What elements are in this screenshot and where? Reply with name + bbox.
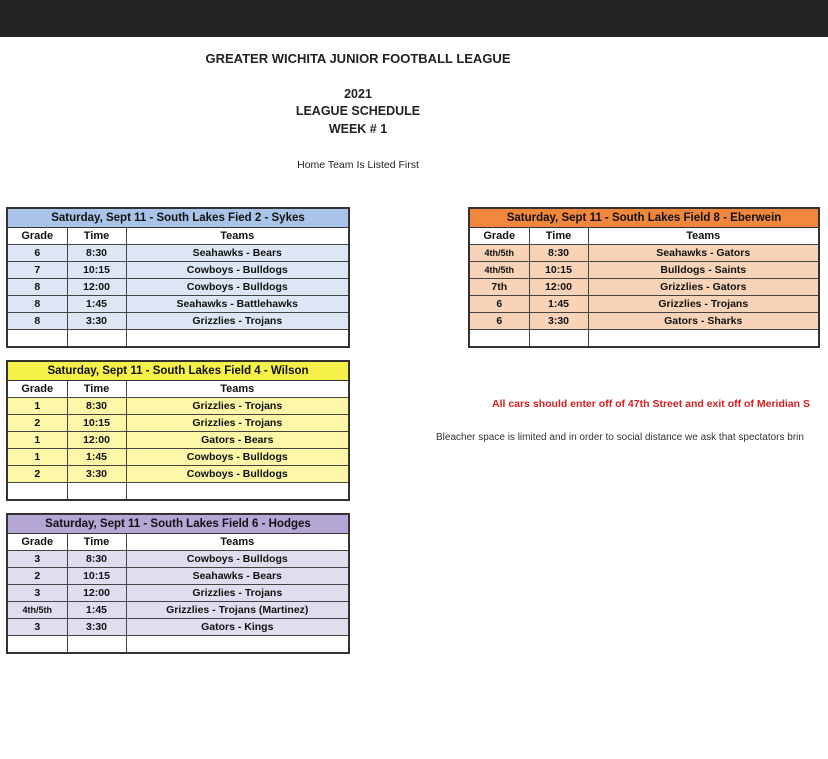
table-row	[469, 262, 819, 279]
column-header-grade: Grade	[7, 228, 67, 245]
table-row	[7, 245, 349, 262]
table-row	[7, 296, 349, 313]
table-row	[7, 279, 349, 296]
grade-cell: 6	[469, 296, 529, 313]
time-cell: 1:45	[67, 449, 126, 466]
time-cell: 1:45	[67, 602, 126, 619]
time-cell: 1:45	[67, 296, 126, 313]
time-cell: 3:30	[529, 313, 588, 330]
table-title: Saturday, Sept 11 - South Lakes Field 4 - Wilson	[7, 361, 349, 381]
time-cell: 12:00	[529, 279, 588, 296]
table-row	[7, 415, 349, 432]
time-cell: 10:15	[67, 415, 126, 432]
grade-cell: 4th/5th	[7, 602, 67, 619]
teams-cell: Seahawks - Gators	[588, 245, 819, 262]
column-header-teams: Teams	[126, 381, 349, 398]
empty-row	[7, 636, 349, 654]
time-cell: 3:30	[67, 619, 126, 636]
column-header-time: Time	[529, 228, 588, 245]
column-header-grade: Grade	[469, 228, 529, 245]
top-bar	[0, 0, 828, 37]
column-header-time: Time	[67, 534, 126, 551]
schedule-table-wilson	[6, 360, 350, 501]
table-row	[7, 398, 349, 415]
table-row	[7, 262, 349, 279]
teams-cell: Cowboys - Bulldogs	[126, 279, 349, 296]
grade-cell: 3	[7, 551, 67, 568]
table-row	[7, 551, 349, 568]
grade-cell: 7th	[469, 279, 529, 296]
grade-cell: 2	[7, 568, 67, 585]
table-row	[7, 432, 349, 449]
grade-cell: 2	[7, 415, 67, 432]
table-row	[7, 602, 349, 619]
teams-cell: Grizzlies - Trojans (Martinez)	[126, 602, 349, 619]
grade-cell: 4th/5th	[469, 262, 529, 279]
time-cell: 1:45	[529, 296, 588, 313]
teams-cell: Grizzlies - Gators	[588, 279, 819, 296]
teams-cell: Gators - Kings	[126, 619, 349, 636]
teams-cell: Cowboys - Bulldogs	[126, 262, 349, 279]
week-label: WEEK # 1	[328, 122, 388, 136]
grade-cell: 6	[469, 313, 529, 330]
table-title: Saturday, Sept 11 - South Lakes Field 6 - Hodges	[7, 514, 349, 534]
schedule-table-eberwein	[468, 207, 820, 348]
time-cell: 3:30	[67, 313, 126, 330]
teams-cell: Seahawks - Bears	[126, 245, 349, 262]
grade-cell: 8	[7, 279, 67, 296]
table-row	[469, 296, 819, 313]
table-row	[7, 313, 349, 330]
grade-cell: 8	[7, 313, 67, 330]
time-cell: 12:00	[67, 432, 126, 449]
table-row	[7, 449, 349, 466]
teams-cell: Bulldogs - Saints	[588, 262, 819, 279]
teams-cell: Cowboys - Bulldogs	[126, 449, 349, 466]
column-header-time: Time	[67, 381, 126, 398]
column-header-teams: Teams	[126, 534, 349, 551]
empty-row	[7, 483, 349, 501]
time-cell: 8:30	[67, 551, 126, 568]
grade-cell: 1	[7, 432, 67, 449]
time-cell: 10:15	[67, 262, 126, 279]
grade-cell: 4th/5th	[469, 245, 529, 262]
grade-cell: 2	[7, 466, 67, 483]
table-row	[469, 279, 819, 296]
column-header-teams: Teams	[126, 228, 349, 245]
table-row	[7, 619, 349, 636]
grade-cell: 1	[7, 398, 67, 415]
cars-entry-notice: All cars should enter off of 47th Street and exit off of Meridian S	[492, 398, 810, 410]
teams-cell: Grizzlies - Trojans	[126, 585, 349, 602]
column-header-grade: Grade	[7, 381, 67, 398]
time-cell: 8:30	[67, 245, 126, 262]
empty-row	[7, 330, 349, 348]
time-cell: 12:00	[67, 585, 126, 602]
teams-cell: Cowboys - Bulldogs	[126, 466, 349, 483]
teams-cell: Seahawks - Bears	[126, 568, 349, 585]
table-title: Saturday, Sept 11 - South Lakes Field 8 - Eberwein	[469, 208, 819, 228]
schedule-label: LEAGUE SCHEDULE	[295, 104, 421, 118]
schedule-table-sykes	[6, 207, 350, 348]
empty-row	[469, 330, 819, 348]
teams-cell: Grizzlies - Trojans	[126, 313, 349, 330]
league-title: GREATER WICHITA JUNIOR FOOTBALL LEAGUE	[205, 51, 511, 66]
grade-cell: 7	[7, 262, 67, 279]
table-row	[469, 245, 819, 262]
grade-cell: 8	[7, 296, 67, 313]
grade-cell: 3	[7, 619, 67, 636]
bleacher-notice: Bleacher space is limited and in order to social distance we ask that spectators brin	[436, 432, 804, 443]
grade-cell: 1	[7, 449, 67, 466]
teams-cell: Grizzlies - Trojans	[588, 296, 819, 313]
time-cell: 12:00	[67, 279, 126, 296]
table-row	[469, 313, 819, 330]
home-team-note: Home Team Is Listed First	[297, 159, 419, 171]
time-cell: 10:15	[67, 568, 126, 585]
table-row	[7, 585, 349, 602]
schedule-table-hodges	[6, 513, 350, 654]
teams-cell: Grizzlies - Trojans	[126, 415, 349, 432]
table-row	[7, 466, 349, 483]
time-cell: 8:30	[529, 245, 588, 262]
table-title: Saturday, Sept 11 - South Lakes Fied 2 - Sykes	[7, 208, 349, 228]
grade-cell: 3	[7, 585, 67, 602]
time-cell: 10:15	[529, 262, 588, 279]
time-cell: 3:30	[67, 466, 126, 483]
teams-cell: Gators - Sharks	[588, 313, 819, 330]
teams-cell: Seahawks - Battlehawks	[126, 296, 349, 313]
table-row	[7, 568, 349, 585]
grade-cell: 6	[7, 245, 67, 262]
teams-cell: Gators - Bears	[126, 432, 349, 449]
column-header-grade: Grade	[7, 534, 67, 551]
teams-cell: Grizzlies - Trojans	[126, 398, 349, 415]
year-label: 2021	[344, 87, 372, 101]
column-header-teams: Teams	[588, 228, 819, 245]
teams-cell: Cowboys - Bulldogs	[126, 551, 349, 568]
column-header-time: Time	[67, 228, 126, 245]
time-cell: 8:30	[67, 398, 126, 415]
